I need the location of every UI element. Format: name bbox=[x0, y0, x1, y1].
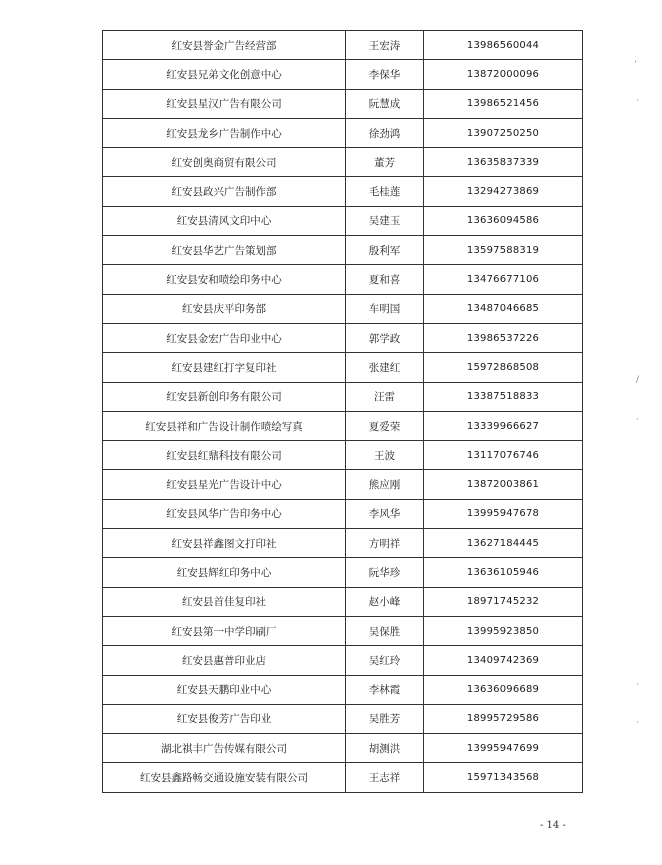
company-name-cell: 湖北祺丰广告传媒有限公司 bbox=[103, 734, 346, 763]
scan-artifact: ʼ bbox=[634, 60, 637, 70]
contact-person-cell: 董芳 bbox=[346, 148, 424, 177]
phone-number-cell: 13986560044 bbox=[424, 31, 583, 60]
phone-number-cell: 13294273869 bbox=[424, 177, 583, 206]
scan-artifact: · bbox=[636, 415, 639, 425]
company-name-cell: 红安县第一中学印刷厂 bbox=[103, 616, 346, 645]
contact-person-cell: 郭学政 bbox=[346, 323, 424, 352]
scan-artifact: · bbox=[636, 96, 639, 106]
table-row bbox=[103, 323, 583, 352]
contact-person-cell: 阮华珍 bbox=[346, 558, 424, 587]
phone-number-cell: 13387518833 bbox=[424, 382, 583, 411]
contact-person-cell: 阮慧成 bbox=[346, 89, 424, 118]
contact-person-cell: 熊应刚 bbox=[346, 470, 424, 499]
table-row bbox=[103, 734, 583, 763]
company-name-cell: 红安县新创印务有限公司 bbox=[103, 382, 346, 411]
phone-number-cell: 13117076746 bbox=[424, 441, 583, 470]
phone-number-cell: 13995947699 bbox=[424, 734, 583, 763]
table-row bbox=[103, 236, 583, 265]
table-row bbox=[103, 646, 583, 675]
company-name-cell: 红安县金宏广告印业中心 bbox=[103, 323, 346, 352]
phone-number-cell: 18995729586 bbox=[424, 704, 583, 733]
company-name-cell: 红安县龙乡广告制作中心 bbox=[103, 118, 346, 147]
table-row bbox=[103, 177, 583, 206]
contact-person-cell: 吴胜芳 bbox=[346, 704, 424, 733]
company-name-cell: 红安县政兴广告制作部 bbox=[103, 177, 346, 206]
company-name-cell: 红安县庆平印务部 bbox=[103, 294, 346, 323]
table-row bbox=[103, 704, 583, 733]
phone-number-cell: 15971343568 bbox=[424, 763, 583, 792]
table-row bbox=[103, 118, 583, 147]
contact-person-cell: 徐劲鸿 bbox=[346, 118, 424, 147]
phone-number-cell: 15972868508 bbox=[424, 353, 583, 382]
company-name-cell: 红安县首佳复印社 bbox=[103, 587, 346, 616]
contact-person-cell: 殷利军 bbox=[346, 236, 424, 265]
contact-person-cell: 毛桂莲 bbox=[346, 177, 424, 206]
contact-person-cell: 王宏涛 bbox=[346, 31, 424, 60]
table-row bbox=[103, 616, 583, 645]
phone-number-cell: 13635837339 bbox=[424, 148, 583, 177]
table-row bbox=[103, 89, 583, 118]
phone-number-cell: 13986521456 bbox=[424, 89, 583, 118]
scan-artifact: · bbox=[636, 718, 639, 728]
company-name-cell: 红安县天鹏印业中心 bbox=[103, 675, 346, 704]
phone-number-cell: 13907250250 bbox=[424, 118, 583, 147]
contact-person-cell: 王波 bbox=[346, 441, 424, 470]
phone-number-cell: 13339966627 bbox=[424, 411, 583, 440]
company-name-cell: 红安县祥鑫图文打印社 bbox=[103, 529, 346, 558]
phone-number-cell: 13409742369 bbox=[424, 646, 583, 675]
company-name-cell: 红安县惠普印业店 bbox=[103, 646, 346, 675]
scan-artifact: · bbox=[636, 680, 639, 690]
contact-person-cell: 车明国 bbox=[346, 294, 424, 323]
table-row bbox=[103, 353, 583, 382]
table-row bbox=[103, 587, 583, 616]
company-name-cell: 红安县星光广告设计中心 bbox=[103, 470, 346, 499]
phone-number-cell: 13636105946 bbox=[424, 558, 583, 587]
phone-number-cell: 13986537226 bbox=[424, 323, 583, 352]
table-row bbox=[103, 411, 583, 440]
table-row bbox=[103, 529, 583, 558]
contact-person-cell: 夏爱荣 bbox=[346, 411, 424, 440]
table-row bbox=[103, 441, 583, 470]
table-row bbox=[103, 60, 583, 89]
phone-number-cell: 13995947678 bbox=[424, 499, 583, 528]
scan-artifact: / bbox=[636, 375, 640, 385]
table-row bbox=[103, 294, 583, 323]
company-name-cell: 红安创奥商贸有限公司 bbox=[103, 148, 346, 177]
contact-person-cell: 汪雷 bbox=[346, 382, 424, 411]
phone-number-cell: 13476677106 bbox=[424, 265, 583, 294]
company-name-cell: 红安县华艺广告策划部 bbox=[103, 236, 346, 265]
contact-person-cell: 李风华 bbox=[346, 499, 424, 528]
company-name-cell: 红安县建红打字复印社 bbox=[103, 353, 346, 382]
contact-person-cell: 张建红 bbox=[346, 353, 424, 382]
phone-number-cell: 13597588319 bbox=[424, 236, 583, 265]
company-name-cell: 红安县安和喷绘印务中心 bbox=[103, 265, 346, 294]
contact-person-cell: 吴保胜 bbox=[346, 616, 424, 645]
company-name-cell: 红安县风华广告印务中心 bbox=[103, 499, 346, 528]
table-body bbox=[103, 31, 583, 793]
phone-number-cell: 13636094586 bbox=[424, 206, 583, 235]
phone-number-cell: 13872003861 bbox=[424, 470, 583, 499]
company-name-cell: 红安县辉红印务中心 bbox=[103, 558, 346, 587]
company-name-cell: 红安县兄弟文化创意中心 bbox=[103, 60, 346, 89]
contact-person-cell: 方明祥 bbox=[346, 529, 424, 558]
table-row bbox=[103, 206, 583, 235]
company-name-cell: 红安县誉金广告经营部 bbox=[103, 31, 346, 60]
table-row bbox=[103, 265, 583, 294]
phone-number-cell: 13872000096 bbox=[424, 60, 583, 89]
table-row bbox=[103, 382, 583, 411]
table-row bbox=[103, 470, 583, 499]
table-row bbox=[103, 148, 583, 177]
contact-person-cell: 胡测洪 bbox=[346, 734, 424, 763]
phone-number-cell: 13995923850 bbox=[424, 616, 583, 645]
company-name-cell: 红安县星汉广告有限公司 bbox=[103, 89, 346, 118]
contact-person-cell: 吴红玲 bbox=[346, 646, 424, 675]
contact-person-cell: 李保华 bbox=[346, 60, 424, 89]
contact-person-cell: 李林霞 bbox=[346, 675, 424, 704]
table-row bbox=[103, 31, 583, 60]
company-name-cell: 红安县鑫路畅交通设施安装有限公司 bbox=[103, 763, 346, 792]
table-row bbox=[103, 675, 583, 704]
phone-number-cell: 13487046685 bbox=[424, 294, 583, 323]
page-number: - 14 - bbox=[540, 820, 566, 831]
company-name-cell: 红安县俊芳广告印业 bbox=[103, 704, 346, 733]
phone-number-cell: 18971745232 bbox=[424, 587, 583, 616]
phone-number-cell: 13636096689 bbox=[424, 675, 583, 704]
business-contact-table bbox=[102, 30, 583, 793]
table-row bbox=[103, 499, 583, 528]
company-name-cell: 红安县祥和广告设计制作喷绘写真 bbox=[103, 411, 346, 440]
contact-person-cell: 吴建玉 bbox=[346, 206, 424, 235]
phone-number-cell: 13627184445 bbox=[424, 529, 583, 558]
company-name-cell: 红安县清风文印中心 bbox=[103, 206, 346, 235]
contact-person-cell: 王志祥 bbox=[346, 763, 424, 792]
table-row bbox=[103, 763, 583, 792]
contact-person-cell: 夏和喜 bbox=[346, 265, 424, 294]
contact-person-cell: 赵小峰 bbox=[346, 587, 424, 616]
table-row bbox=[103, 558, 583, 587]
company-name-cell: 红安县红鼎科技有限公司 bbox=[103, 441, 346, 470]
